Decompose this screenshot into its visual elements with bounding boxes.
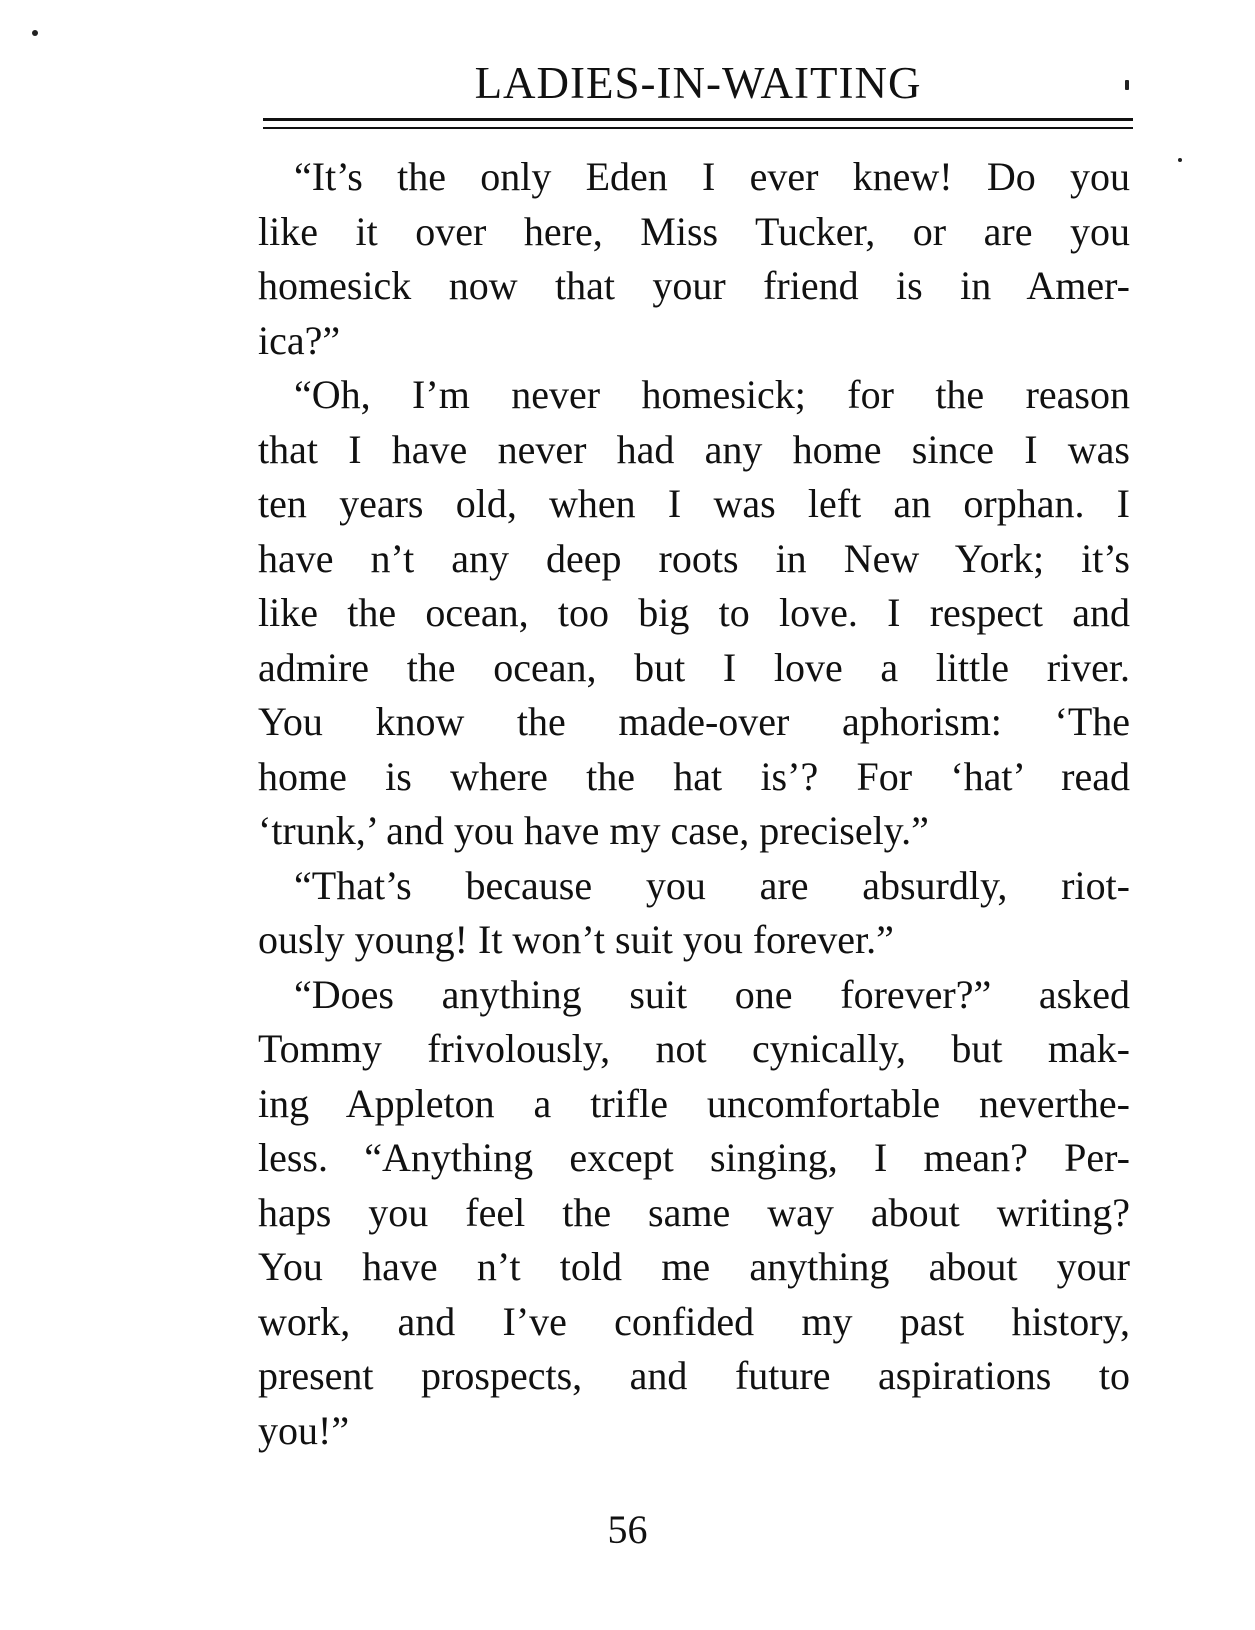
scan-speck xyxy=(32,30,38,36)
text-line: homesick now that your friend is in Amer- xyxy=(258,263,1130,308)
header-rule-top xyxy=(263,118,1133,121)
text-line: have n’t any deep roots in New York; it’s xyxy=(258,535,1130,581)
scan-speck xyxy=(1178,158,1182,162)
paragraph-4 xyxy=(258,968,1130,1459)
text-line: ten years old, when I was left an orphan. I xyxy=(258,481,1130,526)
header-rule-bottom xyxy=(263,127,1133,129)
text-line: less. “Anything except singing, I mean? Per- xyxy=(258,1135,1130,1180)
text-line: admire the ocean, but I love a little river. xyxy=(258,644,1130,690)
text-line: work, and I’ve confided my past history, xyxy=(258,1298,1130,1344)
paragraph-2 xyxy=(258,368,1130,859)
text-line: you!” xyxy=(258,1407,350,1453)
text-line: haps you feel the same way about writing? xyxy=(258,1189,1130,1235)
text-line: “That’s because you are absurdly, riot- xyxy=(294,862,1130,908)
body-text xyxy=(258,150,1130,1458)
paragraph-3 xyxy=(258,859,1130,968)
text-line: ing Appleton a trifle uncomfortable neverthe- xyxy=(258,1080,1130,1126)
running-head-title: LADIES-IN-WAITING xyxy=(474,58,922,108)
text-line: like it over here, Miss Tucker, or are you xyxy=(258,208,1130,254)
text-line: Tommy frivolously, not cynically, but mak- xyxy=(258,1026,1130,1071)
text-line: You know the made-over aphorism: ‘The xyxy=(258,699,1130,744)
paragraph-1 xyxy=(258,150,1130,368)
text-line: home is where the hat is’? For ‘hat’ read xyxy=(258,753,1130,799)
text-line: You have n’t told me anything about your xyxy=(258,1244,1130,1289)
text-line: that I have never had any home since I was xyxy=(258,426,1130,472)
page-number: 56 xyxy=(607,1507,648,1552)
text-line: ica?” xyxy=(258,317,341,363)
text-line: “Does anything suit one forever?” asked xyxy=(294,971,1130,1017)
text-line: present prospects, and future aspirations to xyxy=(258,1353,1130,1398)
text-line: “Oh, I’m never homesick; for the reason xyxy=(294,372,1130,417)
text-line: like the ocean, too big to love. I respect and xyxy=(258,590,1130,635)
text-line: ously young! It won’t suit you forever.” xyxy=(258,917,894,962)
scan-speck xyxy=(1125,80,1129,90)
text-line: ‘trunk,’ and you have my case, precisely.” xyxy=(258,808,929,853)
text-line: “It’s the only Eden I ever knew! Do you xyxy=(294,154,1130,199)
